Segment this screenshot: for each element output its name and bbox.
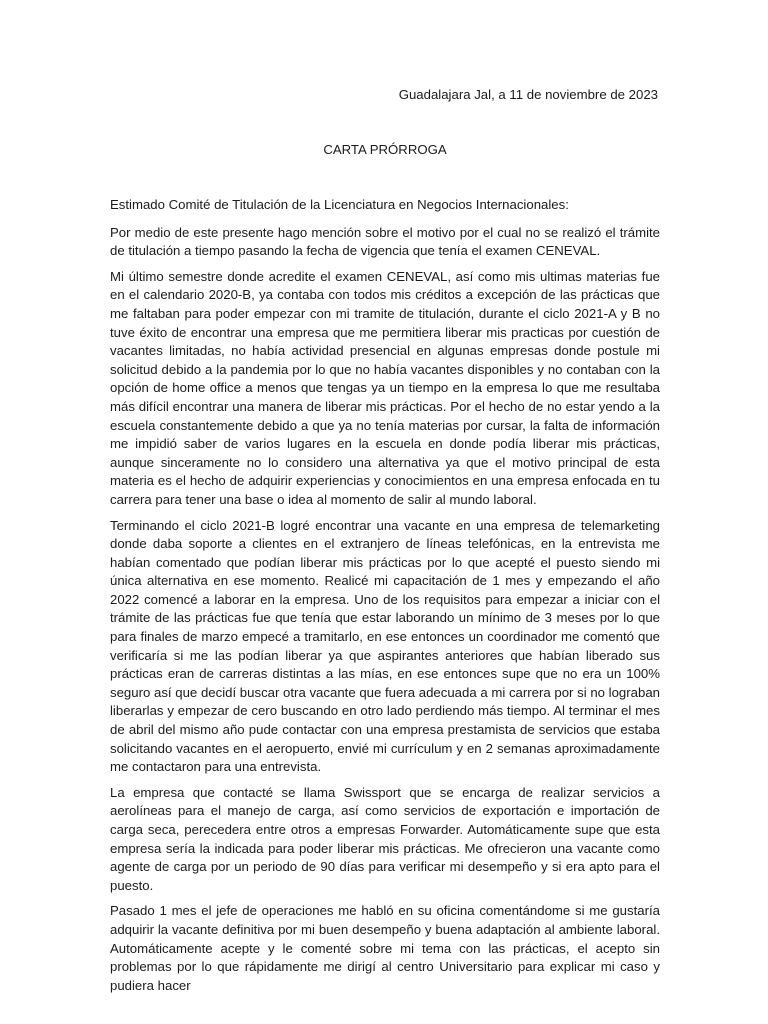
paragraph: Pasado 1 mes el jefe de operaciones me habló en su oficina comentándome si me gustaría adquirir la vacante definitiva por mi buen desempeño y buena adaptación al ambiente laboral. Automáticamente acepte y le comenté sobre mi tema con las prácticas, el acepto sin problemas por lo que rápidamente me dirigí al centro Universitario para explicar mi caso y pudiera hacer: [110, 903, 660, 993]
paragraph: La empresa que contacté se llama Swissport que se encarga de realizar servicios a aerolíneas para el manejo de carga, así como servicios de exportación e importación de carga seca, perecedera entre otros a empresas Forwarder. Automáticamente supe que esta empresa sería la indicada para poder liberar mis prácticas. Me ofrecieron una vacante como agente de carga por un periodo de 90 días para verificar mi desempeño y si era apto para el puesto.: [110, 784, 660, 893]
paragraph: Por medio de este presente hago mención sobre el motivo por el cual no se realizó el trámite de titulación a tiempo pasando la fecha de vigencia que tenía el examen CENEVAL.: [110, 224, 660, 259]
salutation: Estimado Comité de Titulación de la Licenciatura en Negocios Internacionales:: [110, 197, 569, 212]
paragraph: Terminando el ciclo 2021-B logré encontrar una vacante en una empresa de telemarketing donde daba soporte a clientes en el extranjero de líneas telefónicas, en la entrevista me habían comentado que podían liberar mis prácticas por lo que acepté el puesto siendo mi única alternativa en ese momento. Realicé mi capacitación de 1 mes y empezando el año 2022 comencé a laborar en la empresa. Uno de los requisitos para empezar a iniciar con el trámite de las prácticas fue que tenía que estar laborando un mínimo de 3 meses por lo que para finales de marzo empecé a tramitarlo, en ese entonces un coordinador me comentó que verificaría si me las podían liberar ya que aspirantes anteriores que habían liberado sus prácticas eran de carreras distintas a las mías, en ese entonces supe que no era un 100% seguro así que decidí buscar otra vacante que fuera adecuada a mi carrera por si no lograban liberarlas y empezar de cero buscando en otro lado perdiendo más tiempo. Al terminar el mes de abril del mismo año pude contactar con una empresa prestamista de servicios que estaba solicitando vacantes en el aeropuerto, envié mi currículum y en 2 semanas aproximadamente me contactaron para una entrevista.: [110, 517, 660, 775]
paragraph: Mi último semestre donde acredite el examen CENEVAL, así como mis ultimas materias fue en el calendario 2020-B, ya contaba con todos mis créditos a excepción de las prácticas que me faltaban para poder empezar con mi tramite de titulación, durante el ciclo 2021-A y B no tuve éxito de encontrar una empresa que me permitiera liberar mis practicas por cuestión de vacantes limitadas, no había actividad presencial en algunas empresas donde postule mi solicitud debido a la pandemia por lo que no había vacantes disponibles y no contaban con la opción de home office a menos que tengas ya un tiempo en la empresa lo que me resultaba más difícil encontrar una manera de liberar mis prácticas. Por el hecho de no estar yendo a la escuela constantemente debido a que ya no tenía materias por cursar, la falta de información me impidió saber de varios lugares en la escuela en donde podía liberar mis prácticas, aunque sinceramente no lo considero una alternativa ya que el motivo principal de esta materia es el hecho de adquirir experiencias y conocimientos en una empresa enfocada en tu carrera para tener una base o idea al momento de salir al mundo laboral.: [110, 268, 660, 507]
date-line: Guadalajara Jal, a 11 de noviembre de 2023: [398, 87, 658, 102]
letter-title: [0, 141, 768, 159]
letter-title-text: CARTA PRÓRROGA: [323, 142, 447, 157]
letter-body: [110, 196, 660, 1002]
